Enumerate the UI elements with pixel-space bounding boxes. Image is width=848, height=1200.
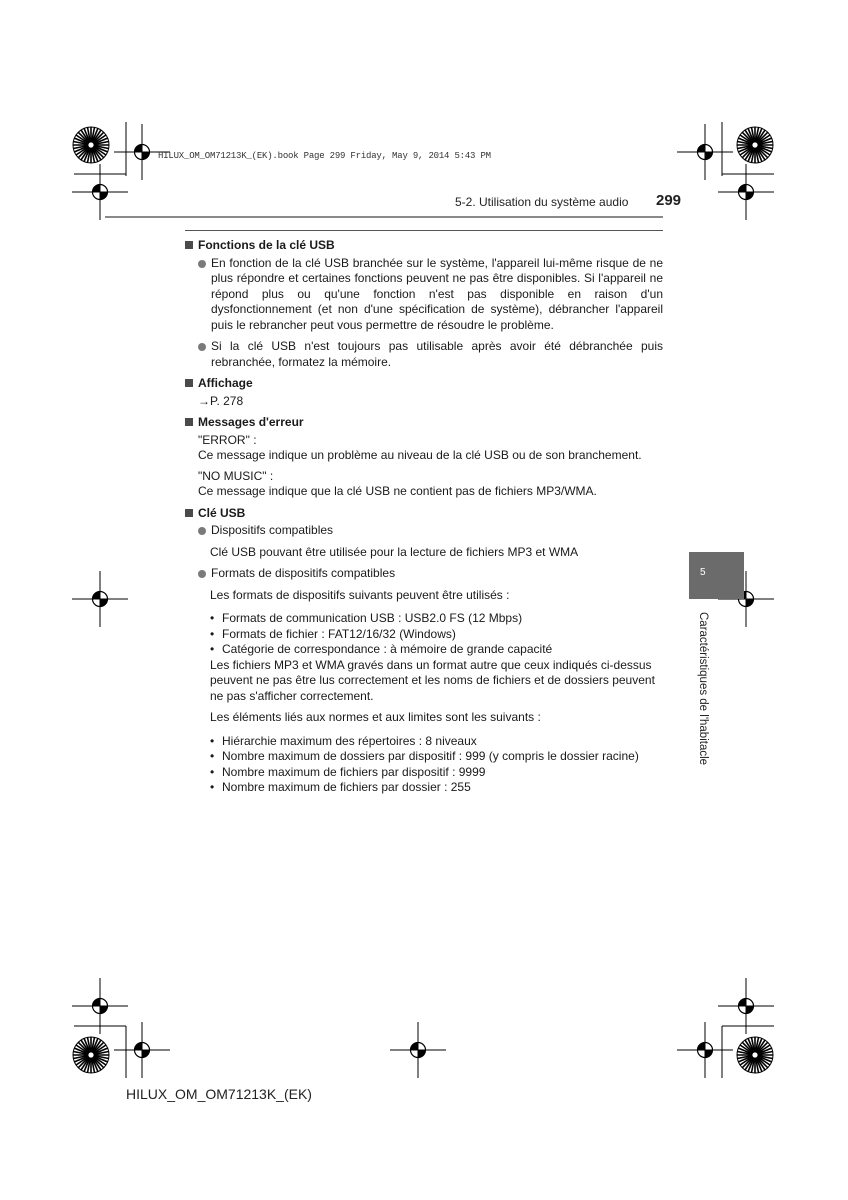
print-info: HILUX_OM_OM71213K_(EK).book Page 299 Friday, May 9, 2014 5:43 PM — [158, 151, 491, 161]
error-code: "NO MUSIC" : — [198, 468, 274, 483]
paragraph: Clé USB pouvant être utilisée pour la lecture de fichiers MP3 et WMA — [210, 544, 579, 559]
error-description: Ce message indique que la clé USB ne contient pas de fichiers MP3/WMA. — [198, 484, 597, 498]
section-title: 5-2. Utilisation du système audio — [455, 195, 629, 209]
square-bullet-icon — [185, 509, 193, 517]
square-bullet-icon — [185, 379, 193, 387]
error-code: "ERROR" : — [198, 432, 257, 447]
list-item: Formats de dispositifs compatibles — [198, 566, 663, 582]
page-content — [185, 238, 663, 796]
registration-target — [718, 164, 774, 220]
page-reference: →P. 278 — [198, 393, 244, 408]
registration-target — [114, 1022, 170, 1078]
header-rule — [105, 216, 663, 218]
page-number: 299 — [656, 192, 682, 209]
registration-target — [72, 571, 128, 627]
list-item: • Nombre maximum de dossiers par dispositif : 999 (y compris le dossier racine) — [210, 749, 663, 765]
star-target — [73, 1037, 109, 1073]
heading-messages: Messages d'erreur — [185, 415, 663, 431]
circle-bullet-icon — [198, 260, 206, 268]
list-item: En fonction de la clé USB branchée sur le système, l'appareil lui-même risque de ne plus répondre et certaines fonctions peuvent ne pas être disponibles. Si l'appareil ne répond plus ou qu'une fonction n'est pas disponible en raison d'un dysfonctionnement (et non d'une spécification de système), débrancher l'appareil puis le rebrancher peut vous permettre de résoudre le problème. — [198, 256, 663, 334]
registration-target — [677, 124, 733, 180]
list-item: • Nombre maximum de fichiers par dispositif : 9999 — [210, 765, 663, 781]
star-target — [737, 1037, 773, 1073]
paragraph: Les formats de dispositifs suivants peuvent être utilisés : — [210, 587, 510, 602]
list-item: • Catégorie de correspondance : à mémoire de grande capacité — [210, 642, 663, 658]
square-bullet-icon — [185, 241, 193, 249]
list-item: Si la clé USB n'est toujours pas utilisable après avoir été débranchée puis rebranchée, formatez la mémoire. — [198, 339, 663, 370]
circle-bullet-icon — [198, 527, 206, 535]
heading-cle-usb: Clé USB — [185, 506, 663, 522]
list-item: • Formats de communication USB : USB2.0 FS (12 Mbps) — [210, 611, 663, 627]
circle-bullet-icon — [198, 570, 206, 578]
star-target — [737, 127, 773, 163]
registration-target — [677, 1022, 733, 1078]
paragraph: Les fichiers MP3 et WMA gravés dans un format autre que ceux indiqués ci-dessus peuvent ne pas être lus correctement et les noms de fichiers et de dossiers peuvent ne pas s'afficher correctement. — [210, 657, 655, 703]
footer-document-code: HILUX_OM_OM71213K_(EK) — [126, 1086, 312, 1102]
circle-bullet-icon — [198, 343, 206, 351]
chapter-tab — [689, 552, 744, 599]
heading-fonctions: Fonctions de la clé USB — [185, 238, 663, 254]
content-rule — [185, 230, 663, 231]
chapter-label: Caractéristiques de l'habitacle — [697, 612, 709, 766]
registration-target — [72, 164, 128, 220]
list-item: Dispositifs compatibles — [198, 523, 663, 539]
chapter-number: 5 — [700, 567, 706, 578]
heading-affichage: Affichage — [185, 376, 663, 392]
error-description: Ce message indique un problème au niveau de la clé USB ou de son branchement. — [198, 448, 642, 462]
list-item: • Hiérarchie maximum des répertoires : 8 niveaux — [210, 734, 663, 750]
registration-target — [390, 1022, 446, 1078]
list-item: • Nombre maximum de fichiers par dossier : 255 — [210, 780, 663, 796]
star-target — [73, 127, 109, 163]
list-item: • Formats de fichier : FAT12/16/32 (Windows) — [210, 627, 663, 643]
paragraph: Les éléments liés aux normes et aux limites sont les suivants : — [210, 710, 541, 724]
square-bullet-icon — [185, 418, 193, 426]
